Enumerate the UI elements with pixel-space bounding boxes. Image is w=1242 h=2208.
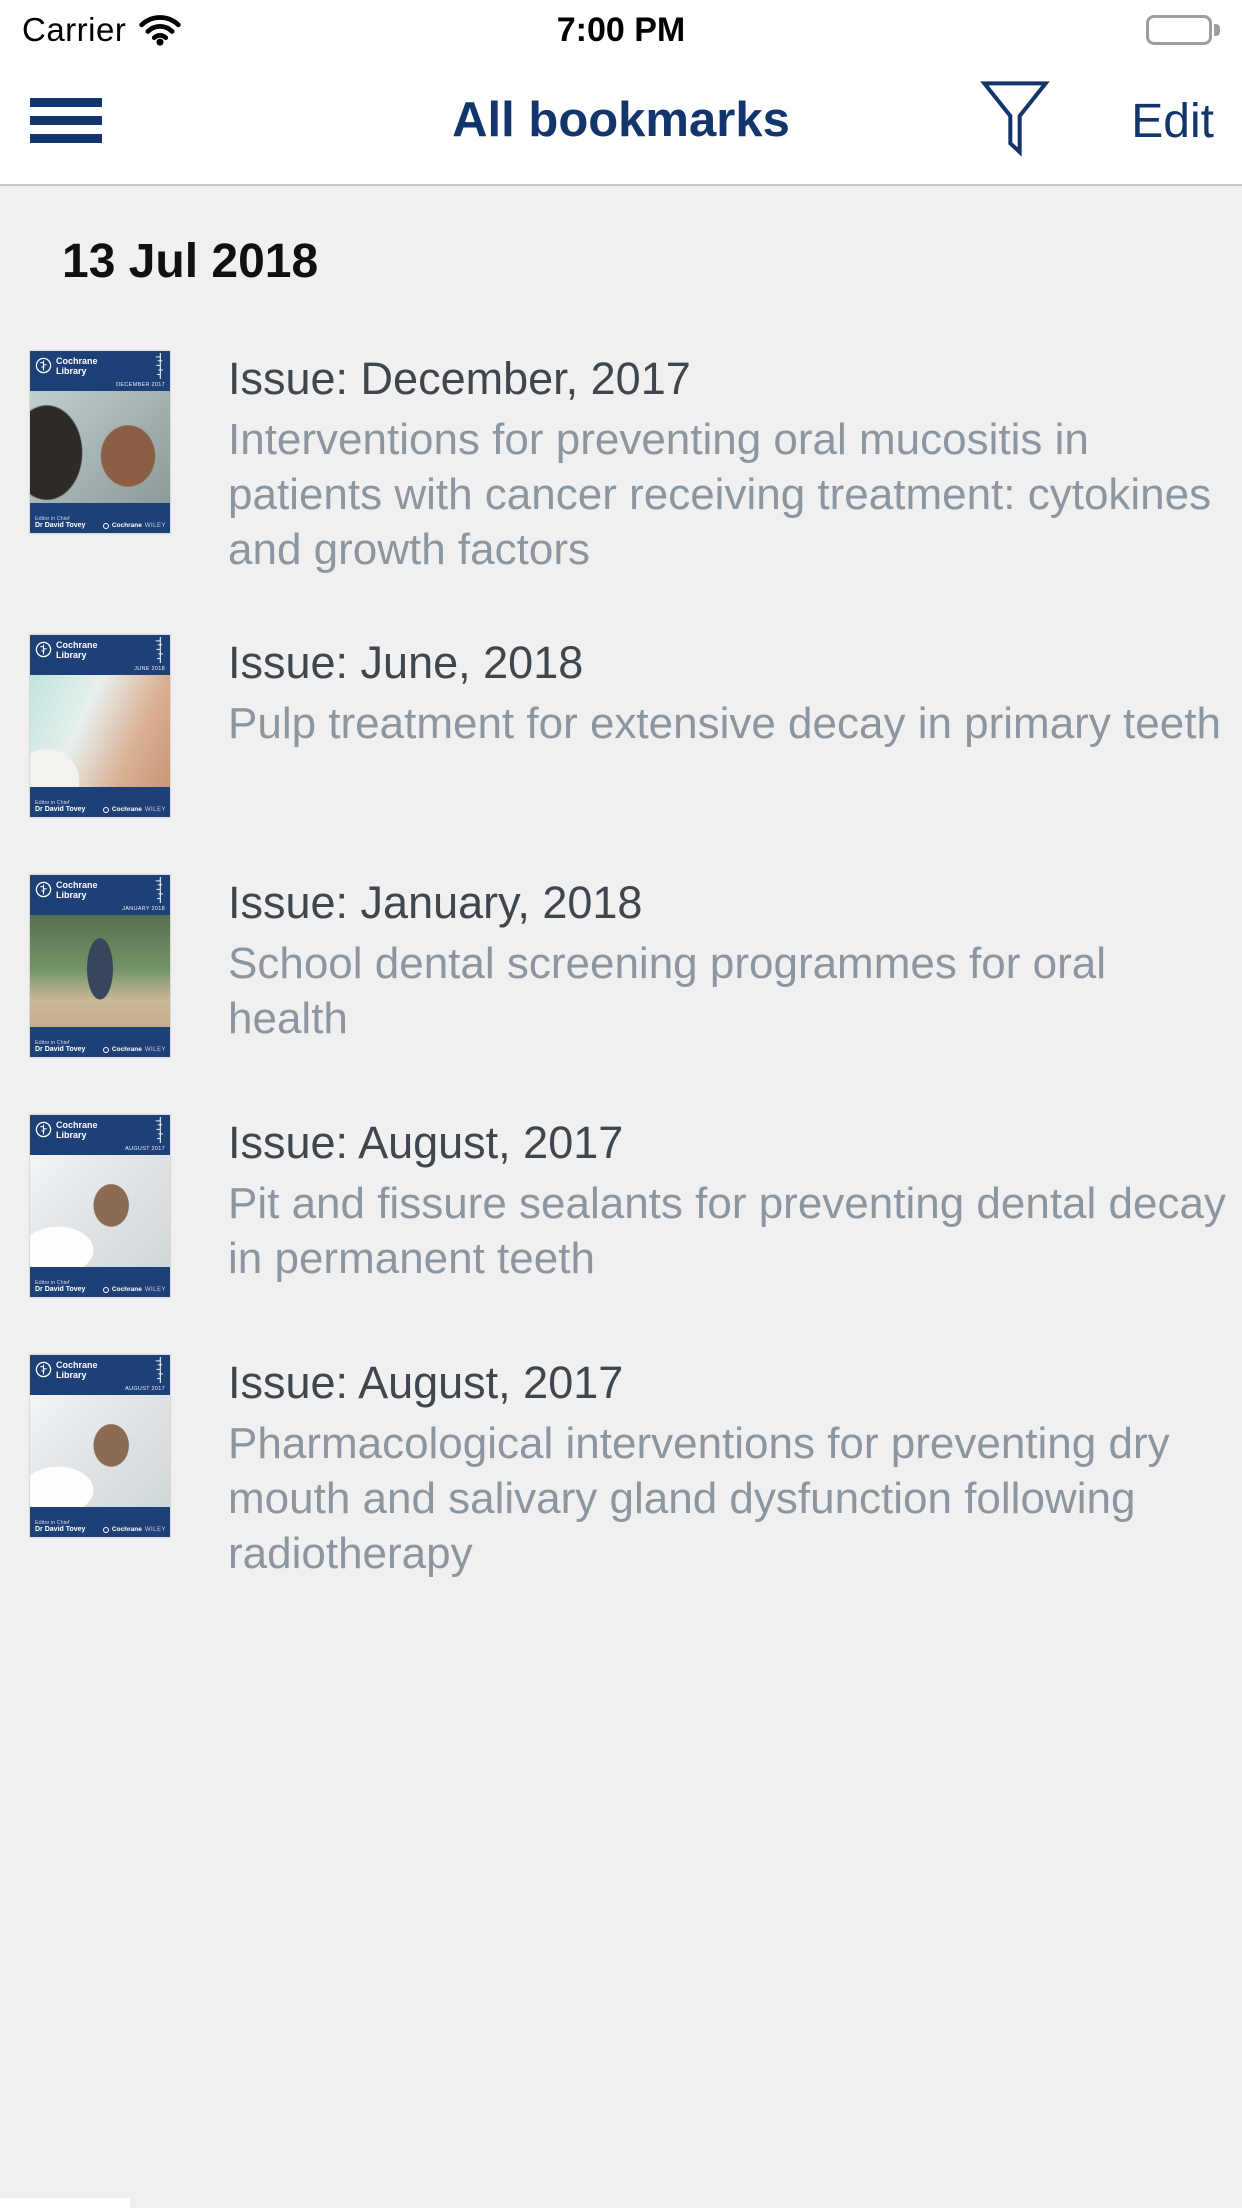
cochrane-mini-logo-icon bbox=[103, 1527, 109, 1533]
bookmark-text-block bbox=[228, 1115, 1228, 1286]
issue-title: Issue: December, 2017 bbox=[228, 353, 691, 404]
bookmark-row[interactable] bbox=[0, 1115, 1242, 1297]
cover-header-band bbox=[30, 1355, 170, 1395]
clock-label: 7:00 PM bbox=[556, 10, 686, 49]
date-section-header: 13 Jul 2018 bbox=[62, 235, 319, 288]
cochrane-mini-logo-icon bbox=[103, 1047, 109, 1053]
bookmark-row[interactable] bbox=[0, 1355, 1242, 1581]
journal-cover-thumbnail bbox=[30, 875, 170, 1057]
cover-issue-label: DECEMBER 2017 bbox=[116, 382, 165, 388]
cochrane-logo-icon bbox=[35, 357, 52, 374]
battery-icon bbox=[1146, 15, 1220, 45]
cover-editor-text: Editor in Chief Dr David Tovey bbox=[35, 1280, 86, 1293]
cover-photo bbox=[30, 1395, 170, 1507]
journal-cover-thumbnail bbox=[30, 1115, 170, 1297]
cover-footer-band bbox=[30, 1267, 170, 1297]
cochrane-mini-logo-icon bbox=[103, 807, 109, 813]
cover-editor-text: Editor in Chief Dr David Tovey bbox=[35, 800, 86, 813]
cover-publisher-text: Cochrane WILEY bbox=[103, 1046, 166, 1053]
article-title: Pulp treatment for extensive decay in primary teeth bbox=[228, 699, 1221, 748]
issue-title: Issue: January, 2018 bbox=[228, 877, 643, 928]
forest-plot-icon bbox=[151, 637, 167, 663]
article-title: School dental screening programmes for oral health bbox=[228, 939, 1107, 1043]
cover-footer-band bbox=[30, 1507, 170, 1537]
cover-editor-text: Editor in Chief Dr David Tovey bbox=[35, 516, 86, 529]
bookmark-row[interactable] bbox=[0, 351, 1242, 577]
cover-photo bbox=[30, 1155, 170, 1267]
cochrane-logo-icon bbox=[35, 1121, 52, 1138]
bookmark-text-block bbox=[228, 1355, 1228, 1581]
cover-header-band bbox=[30, 635, 170, 675]
cochrane-logo-icon bbox=[35, 1361, 52, 1378]
cover-footer-band bbox=[30, 787, 170, 817]
cochrane-logo-icon bbox=[35, 641, 52, 658]
bookmark-row[interactable] bbox=[0, 875, 1242, 1057]
cover-publisher-text: Cochrane WILEY bbox=[103, 806, 166, 813]
cover-brand-text: Cochrane Library bbox=[56, 640, 98, 660]
cover-editor-text: Editor in Chief Dr David Tovey bbox=[35, 1520, 86, 1533]
cover-header-band bbox=[30, 1115, 170, 1155]
cover-brand-text: Cochrane Library bbox=[56, 880, 98, 900]
bookmark-text-block bbox=[228, 635, 1228, 751]
navigation-bar bbox=[0, 60, 1242, 186]
page-title: All bookmarks bbox=[452, 93, 790, 147]
cover-publisher-text: Cochrane WILEY bbox=[103, 1286, 166, 1293]
bookmark-text-block bbox=[228, 351, 1228, 577]
cover-editor-text: Editor in Chief Dr David Tovey bbox=[35, 1040, 86, 1053]
bookmark-row[interactable] bbox=[0, 635, 1242, 817]
edit-button[interactable]: Edit bbox=[1131, 95, 1214, 148]
cover-issue-label: AUGUST 2017 bbox=[125, 1386, 165, 1392]
cochrane-logo-icon bbox=[35, 881, 52, 898]
cover-brand-text: Cochrane Library bbox=[56, 1360, 98, 1380]
cover-publisher-text: Cochrane WILEY bbox=[103, 522, 166, 529]
issue-title: Issue: August, 2017 bbox=[228, 1357, 624, 1408]
forest-plot-icon bbox=[151, 1117, 167, 1143]
cover-header-band bbox=[30, 875, 170, 915]
article-title: Pharmacological interventions for preventing dry mouth and salivary gland dysfunction following radiotherapy bbox=[228, 1419, 1170, 1578]
cover-photo bbox=[30, 915, 170, 1027]
bookmark-text-block bbox=[228, 875, 1228, 1046]
issue-title: Issue: August, 2017 bbox=[228, 1117, 624, 1168]
bookmarks-content bbox=[0, 186, 1242, 1581]
cover-header-band bbox=[30, 351, 170, 391]
cover-footer-band bbox=[30, 503, 170, 533]
cover-issue-label: JANUARY 2018 bbox=[122, 906, 165, 912]
status-bar bbox=[0, 0, 1242, 60]
funnel-filter-icon[interactable] bbox=[974, 80, 1056, 160]
journal-cover-thumbnail bbox=[30, 1355, 170, 1537]
cover-photo bbox=[30, 675, 170, 787]
forest-plot-icon bbox=[151, 877, 167, 903]
cochrane-mini-logo-icon bbox=[103, 523, 109, 529]
journal-cover-thumbnail bbox=[30, 635, 170, 817]
article-title: Pit and fissure sealants for preventing dental decay in permanent teeth bbox=[228, 1179, 1226, 1283]
bottom-partial-separator bbox=[0, 2198, 130, 2208]
forest-plot-icon bbox=[151, 353, 167, 379]
cover-photo bbox=[30, 391, 170, 503]
cochrane-mini-logo-icon bbox=[103, 1287, 109, 1293]
cover-issue-label: JUNE 2018 bbox=[134, 666, 165, 672]
cover-issue-label: AUGUST 2017 bbox=[125, 1146, 165, 1152]
journal-cover-thumbnail bbox=[30, 351, 170, 533]
cover-brand-text: Cochrane Library bbox=[56, 356, 98, 376]
cover-footer-band bbox=[30, 1027, 170, 1057]
carrier-label: Carrier bbox=[22, 11, 127, 48]
forest-plot-icon bbox=[151, 1357, 167, 1383]
cover-brand-text: Cochrane Library bbox=[56, 1120, 98, 1140]
issue-title: Issue: June, 2018 bbox=[228, 637, 584, 688]
bookmark-list bbox=[0, 351, 1242, 1581]
cover-publisher-text: Cochrane WILEY bbox=[103, 1526, 166, 1533]
article-title: Interventions for preventing oral mucositis in patients with cancer receiving treatment: cytokines and growth factors bbox=[228, 415, 1212, 574]
